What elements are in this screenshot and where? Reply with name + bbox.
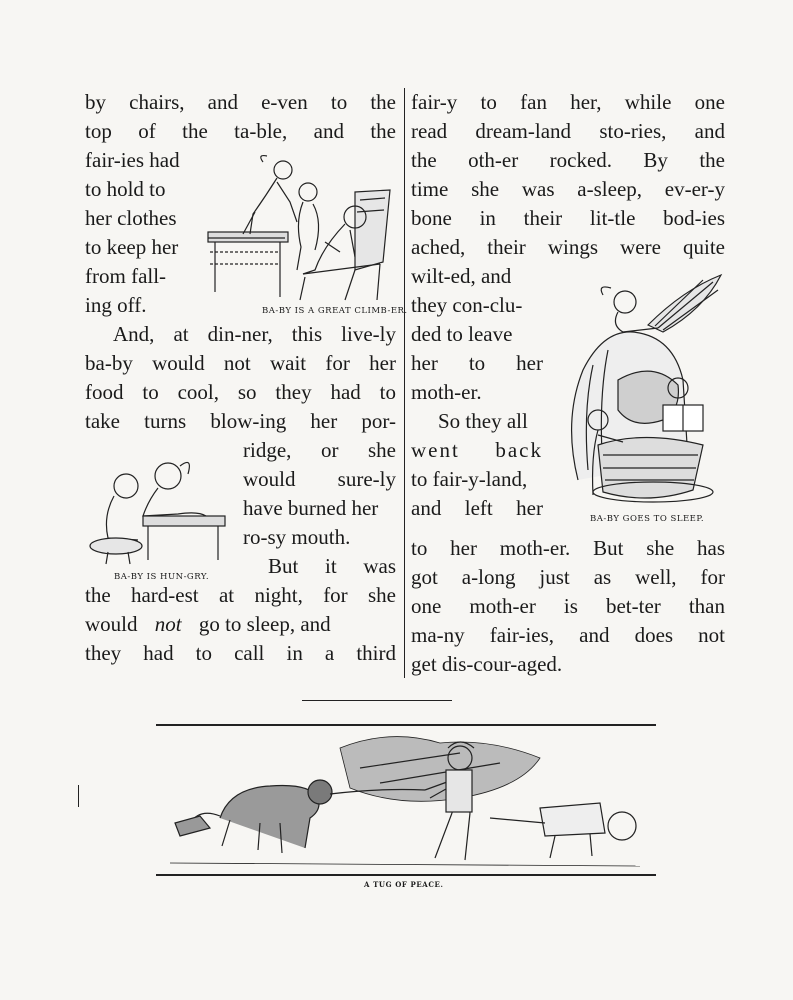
margin-mark (78, 785, 79, 807)
text-line: fair-ies had (85, 148, 180, 172)
text-line: to keep her (85, 235, 179, 259)
text-line: the hard-est at night, for she (85, 583, 396, 607)
illustration-caption: BA-BY IS HUN-GRY. (114, 572, 210, 582)
text-line: went back (411, 438, 543, 462)
illustration-baby-hungry (88, 456, 233, 566)
illustration-caption: BA-BY IS A GREAT CLIMB-ER. (262, 306, 408, 316)
text-line: her clothes (85, 206, 177, 230)
text-line: from fall- (85, 264, 167, 288)
text-line: fair-y to fan her, while one (411, 90, 725, 114)
text-line: would sure-ly (243, 467, 396, 491)
text-line: they had to call in a third (85, 641, 396, 665)
text-line: wilt-ed, and (411, 264, 512, 288)
text-line: the oth-er rocked. By the (411, 148, 725, 172)
text-line-mixed (85, 610, 396, 639)
text-fragment: would (85, 612, 138, 636)
illustration-top-rule (156, 724, 656, 726)
text-line: to hold to (85, 177, 166, 201)
text-line: and left her (411, 496, 543, 520)
text-line: they con-clu- (411, 293, 523, 317)
text-line: And, at din-ner, this live-ly (113, 322, 396, 346)
text-line: time she was a-sleep, ev-er-y (411, 177, 725, 201)
text-line: read dream-land sto-ries, and (411, 119, 725, 143)
illustration-bottom-rule (156, 874, 656, 876)
text-line: moth-er. (411, 380, 482, 404)
text-line: So they all (438, 409, 528, 433)
text-line: food to cool, so they had to (85, 380, 396, 404)
text-line: ached, their wings were quite (411, 235, 725, 259)
illustration-caption: BA-BY GOES TO SLEEP. (590, 514, 705, 524)
text-line: top of the ta-ble, and the (85, 119, 396, 143)
illustration-tug-of-peace (160, 728, 652, 873)
text-line: ridge, or she (243, 438, 396, 462)
text-line: ing off. (85, 293, 147, 317)
text-line: by chairs, and e-ven to the (85, 90, 396, 114)
text-line: ded to leave (411, 322, 513, 346)
text-line: get dis-cour-aged. (411, 652, 563, 676)
text-line: bone in their lit-tle bod-ies (411, 206, 725, 230)
text-line: ro-sy mouth. (243, 525, 351, 549)
text-line: ba-by would not wait for her (85, 351, 396, 375)
text-line: one moth-er is bet-ter than (411, 594, 725, 618)
text-line: have burned her (243, 496, 379, 520)
text-line: ma-ny fair-ies, and does not (411, 623, 725, 647)
illustration-caption: A TUG OF PEACE. (364, 880, 444, 889)
emphasis-text: not (154, 612, 182, 636)
text-line: her to her (411, 351, 543, 375)
section-rule (302, 700, 452, 701)
text-line: take turns blow-ing her por- (85, 409, 396, 433)
text-fragment: go to sleep, and (198, 612, 331, 636)
illustration-baby-sleep (563, 270, 725, 508)
text-line: But it was (268, 554, 396, 578)
column-divider (404, 88, 405, 678)
text-line: to fair-y-land, (411, 467, 528, 491)
text-line: to her moth-er. But she has (411, 536, 725, 560)
text-line: got a-long just as well, for (411, 565, 725, 589)
illustration-baby-climber (205, 152, 400, 302)
